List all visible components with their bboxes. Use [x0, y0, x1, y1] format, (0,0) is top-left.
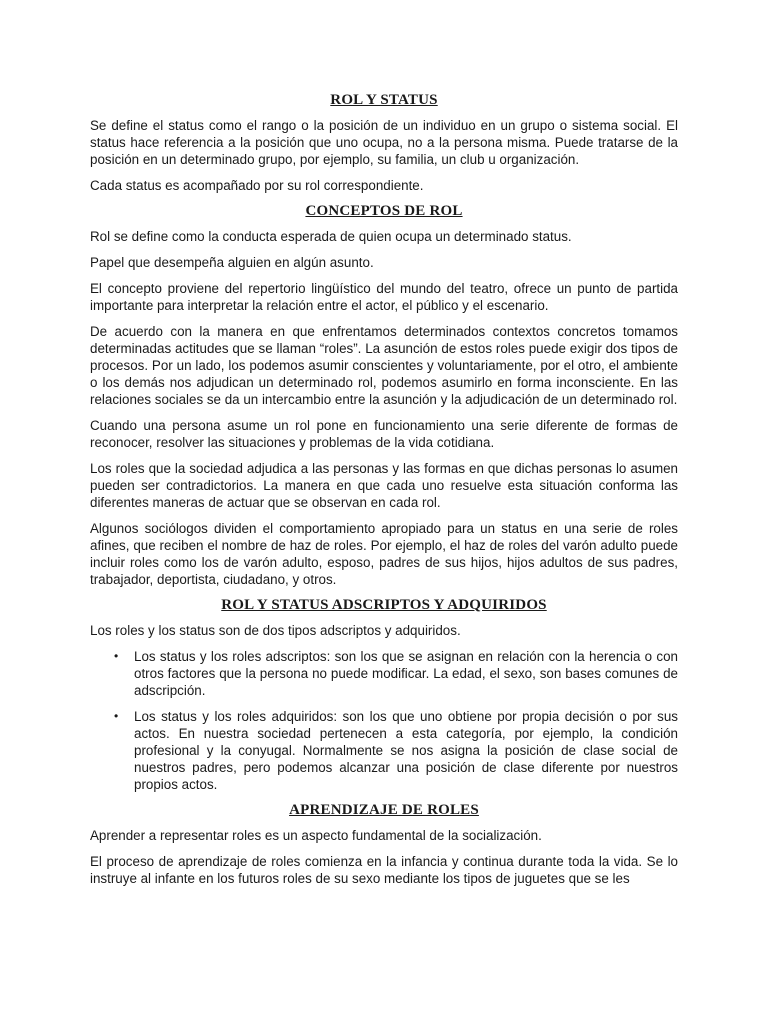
paragraph: De acuerdo con la manera en que enfrentamos determinados contextos concretos tomamos determinadas actitudes que se llaman “roles”. La asunción de estos roles puede exigir dos tipos de procesos. Por un lado, los podemos asumir conscientes y voluntariamente, por el otro, el ambiente o los demás nos adjudican un determinado rol, podemos asumirlo en forma inconsciente. En las relaciones sociales se da un intercambio entre la asunción y la adjudicación de un determinado rol. [90, 324, 678, 407]
bullet-list [90, 648, 678, 793]
paragraph: El concepto proviene del repertorio lingüístico del mundo del teatro, ofrece un punto de partida importante para interpretar la relación entre el actor, el público y el escenario. [90, 281, 678, 313]
list-item [90, 708, 678, 793]
paragraph: Rol se define como la conducta esperada de quien ocupa un determinado status. [90, 229, 572, 244]
heading-rol-y-status: ROL Y STATUS [330, 92, 438, 108]
list-item-text: Los status y los roles adscriptos: son los que se asignan en relación con la herencia o con otros factores que la persona no puede modificar. La edad, el sexo, son bases comunes de adscripción. [134, 649, 678, 698]
paragraph: Los roles y los status son de dos tipos adscriptos y adquiridos. [90, 623, 461, 638]
heading-adscriptos-adquiridos: ROL Y STATUS ADSCRIPTOS Y ADQUIRIDOS [221, 597, 547, 613]
paragraph: Los roles que la sociedad adjudica a las personas y las formas en que dichas personas lo asumen pueden ser contradictorios. La manera en que cada uno resuelve esta situación conforma las diferentes maneras de actuar que se observan en cada rol. [90, 461, 678, 510]
list-item-text: Los status y los roles adquiridos: son los que uno obtiene por propia decisión o por sus actos. En nuestra sociedad pertenecen a esta categoría, por ejemplo, la condición profesional y la conyugal. Normalmente se nos asigna la posición de clase social de nuestros padres, pero podemos alcanzar una posición de clase diferente por nuestros propios actos. [134, 709, 678, 792]
paragraph: Algunos sociólogos dividen el comportamiento apropiado para un status en una serie de roles afines, que reciben el nombre de haz de roles. Por ejemplo, el haz de roles del varón adulto puede incluir roles como los de varón adulto, esposo, padres de sus hijos, hijos adultos de sus padres, trabajador, deportista, ciudadano, y otros. [90, 521, 678, 587]
paragraph: El proceso de aprendizaje de roles comienza en la infancia y continua durante toda la vida. Se lo instruye al infante en los futuros roles de su sexo mediante los tipos de juguetes que se les [90, 854, 678, 886]
heading-aprendizaje-de-roles: APRENDIZAJE DE ROLES [289, 802, 479, 818]
list-item [90, 648, 678, 699]
paragraph: Papel que desempeña alguien en algún asunto. [90, 255, 374, 270]
paragraph: Cada status es acompañado por su rol correspondiente. [90, 178, 424, 193]
paragraph: Cuando una persona asume un rol pone en funcionamiento una serie diferente de formas de reconocer, resolver las situaciones y problemas de la vida cotidiana. [90, 418, 678, 450]
bullet-icon: • [114, 709, 119, 723]
heading-conceptos-de-rol: CONCEPTOS DE ROL [305, 203, 463, 219]
paragraph: Se define el status como el rango o la posición de un individuo en un grupo o sistema social. El status hace referencia a la posición que uno ocupa, no a la persona misma. Puede tratarse de la posición en un determinado grupo, por ejemplo, su familia, un club u organización. [90, 118, 678, 167]
paragraph: Aprender a representar roles es un aspecto fundamental de la socialización. [90, 828, 542, 843]
bullet-icon: • [114, 649, 119, 663]
